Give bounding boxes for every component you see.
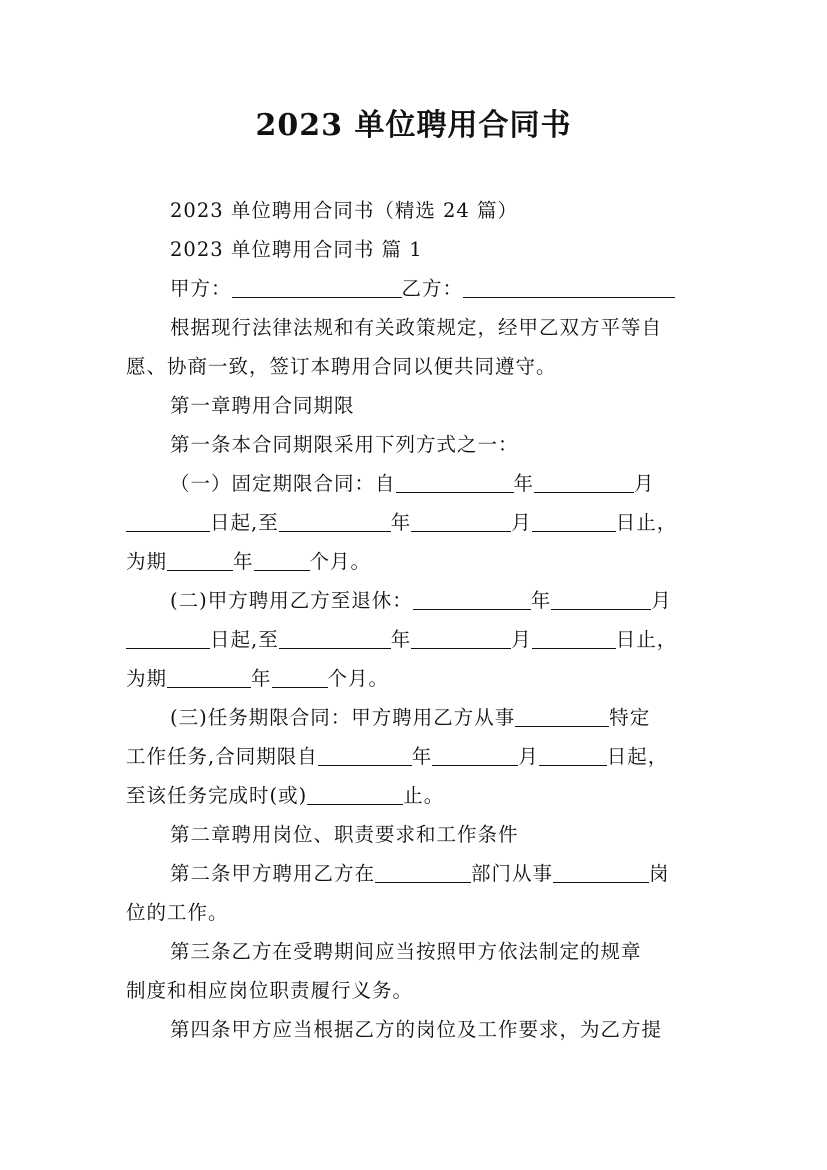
fill-blank — [411, 626, 511, 649]
fill-blank — [167, 665, 251, 688]
option3-label: (三)任务期限合同：甲方聘用乙方从事 — [170, 706, 516, 729]
chapter-heading: 第二章聘用岗位、职责要求和工作条件 — [170, 823, 519, 846]
month-label: 月 — [634, 472, 655, 495]
option2-line1 — [170, 586, 702, 616]
parties-line — [170, 274, 702, 304]
article3-line2: 制度和相应岗位职责履行义务。 — [126, 979, 414, 1002]
month-label: 月 — [511, 628, 532, 651]
day-end-label: 日止， — [615, 511, 678, 534]
subtitle: 2023 单位聘用合同书（精选 24 篇） — [170, 199, 519, 222]
party-a-label: 甲方： — [170, 277, 232, 300]
fill-blank — [307, 782, 403, 805]
year-label: 年 — [513, 472, 535, 495]
fill-blank — [318, 743, 412, 766]
year-label: 年 — [411, 745, 433, 768]
months-label: 个月。 — [327, 667, 390, 690]
month-label: 月 — [511, 511, 532, 534]
fill-blank — [279, 509, 391, 532]
contract-period-label: 工作任务,合同期限自 — [126, 745, 318, 768]
option3-line2 — [126, 742, 702, 772]
fill-blank — [539, 743, 607, 766]
option2-label: (二)甲方聘用乙方至退休： — [170, 589, 413, 612]
period-label: 为期 — [126, 550, 168, 573]
option1-line1 — [170, 469, 702, 499]
fill-blank — [551, 587, 651, 610]
department-label: 部门从事 — [471, 862, 554, 885]
document-title: 2023 单位聘用合同书 — [255, 108, 572, 143]
month-label: 月 — [518, 745, 539, 768]
party-b-blank — [463, 275, 675, 298]
option3-line3 — [126, 781, 702, 811]
fill-blank — [279, 626, 391, 649]
party-a-blank — [232, 275, 402, 298]
article4-line1: 第四条甲方应当根据乙方的岗位及工作要求，为乙方提 — [170, 1018, 663, 1041]
article-heading: 2023 单位聘用合同书 篇 1 — [170, 238, 423, 261]
option1-label: （一）固定期限合同：自 — [170, 472, 396, 495]
article-line: 第一条本合同期限采用下列方式之一： — [170, 433, 519, 456]
post-label: 岗 — [649, 862, 670, 885]
fill-blank — [515, 704, 609, 727]
option3-line1 — [170, 703, 702, 733]
day-end-label: 日止， — [615, 628, 678, 651]
option2-line2 — [126, 625, 702, 655]
end-label: 止。 — [403, 784, 445, 807]
fill-blank — [126, 509, 210, 532]
fill-blank — [553, 860, 649, 883]
specific-label: 特定 — [609, 706, 651, 729]
day-from-label: 日起， — [606, 745, 669, 768]
fill-blank — [532, 509, 616, 532]
year-label: 年 — [390, 511, 412, 534]
article2-line2: 位的工作。 — [126, 901, 229, 924]
fill-blank — [411, 509, 511, 532]
fill-blank — [126, 626, 210, 649]
fill-blank — [532, 626, 616, 649]
task-complete-label: 至该任务完成时(或) — [126, 784, 308, 807]
fill-blank — [272, 665, 328, 688]
day-start-label: 日起,至 — [210, 628, 279, 651]
fill-blank — [432, 743, 518, 766]
fill-blank — [167, 548, 233, 571]
fill-blank — [375, 860, 471, 883]
option1-line2 — [126, 508, 702, 538]
day-start-label: 日起,至 — [210, 511, 279, 534]
year-label: 年 — [233, 550, 254, 573]
party-b-label: 乙方： — [401, 277, 464, 300]
month-label: 月 — [651, 589, 672, 612]
article2-label: 第二条甲方聘用乙方在 — [170, 862, 376, 885]
year-label: 年 — [390, 628, 412, 651]
months-label: 个月。 — [309, 550, 372, 573]
option2-line3 — [126, 664, 702, 694]
article3-line1: 第三条乙方在受聘期间应当按照甲方依法制定的规章 — [170, 940, 642, 963]
chapter-heading: 第一章聘用合同期限 — [170, 394, 355, 417]
period-label: 为期 — [126, 667, 168, 690]
article2-line1 — [170, 859, 702, 889]
intro-line: 根据现行法律法规和有关政策规定，经甲乙双方平等自 — [170, 316, 663, 339]
option1-line3 — [126, 547, 702, 577]
year-label: 年 — [530, 589, 552, 612]
intro-line: 愿、协商一致，签订本聘用合同以便共同遵守。 — [126, 355, 557, 378]
fill-blank — [413, 587, 531, 610]
fill-blank — [396, 470, 514, 493]
year-label: 年 — [251, 667, 272, 690]
fill-blank — [254, 548, 310, 571]
fill-blank — [534, 470, 634, 493]
